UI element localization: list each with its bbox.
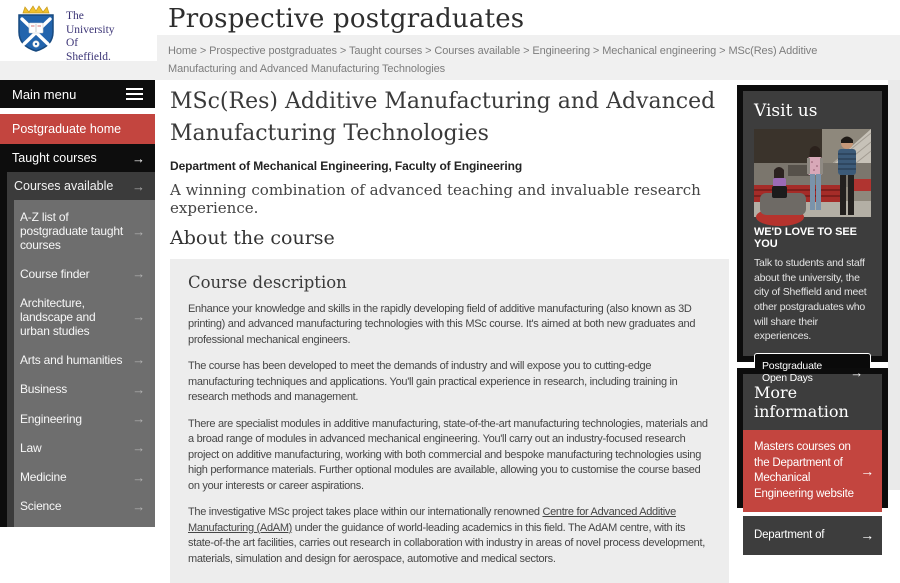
- sidebar-item-postgraduate-home[interactable]: [0, 114, 155, 144]
- page-header: [0, 0, 900, 80]
- university-logo-text: The University Of Sheffield.: [66, 10, 115, 63]
- sidebar-item[interactable]: [14, 345, 155, 374]
- arrow-right-icon: →: [132, 309, 145, 325]
- university-logo[interactable]: [0, 0, 157, 61]
- button-label: Postgraduate Open Days: [762, 360, 823, 385]
- arrow-right-icon: →: [132, 266, 145, 282]
- visit-us-subheading: WE'D LOVE TO SEE YOU: [754, 226, 857, 250]
- sidebar-item-label: Architecture, landscape and urban studies: [20, 295, 96, 339]
- masters-courses-link[interactable]: [743, 430, 882, 512]
- breadcrumb[interactable]: Home > Prospective postgraduates > Taught courses > Courses available > Engineering > Mechanical engineering > MSc(Res) Additive Manufacturing and Advanced Manufacturing Technologies: [168, 45, 818, 75]
- arrow-right-icon: →: [860, 527, 874, 544]
- sidebar-item[interactable]: [14, 289, 155, 345]
- arrow-right-icon: →: [132, 352, 145, 368]
- sidebar-item-label: Business: [20, 382, 68, 397]
- sidebar-item-label: Science: [20, 499, 62, 514]
- hamburger-icon: [126, 85, 143, 103]
- course-standfirst: A winning combination of advanced teaching and invaluable research experience.: [170, 180, 701, 217]
- sidebar-item-label: Arts and humanities: [20, 352, 123, 367]
- right-rail: [737, 85, 888, 544]
- department-link[interactable]: [743, 516, 882, 555]
- university-crest-icon: [13, 4, 59, 54]
- sidebar-item-label: Course finder: [20, 267, 90, 282]
- arrow-right-icon: →: [860, 462, 874, 479]
- description-paragraph: The course has been developed to meet the demands of industry and will expose you to cutting-edge manufacturing techniques and applications. You'll gain practical experience in research, including training in research methods and management.: [188, 360, 678, 404]
- main-menu-toggle[interactable]: [0, 80, 155, 108]
- sidebar-item[interactable]: [14, 433, 155, 462]
- department-line: Department of Mechanical Engineering, Faculty of Engineering: [170, 158, 523, 173]
- about-heading: About the course: [170, 226, 335, 249]
- sidebar-item-taught-courses[interactable]: [0, 144, 155, 172]
- sidebar-item[interactable]: [14, 404, 155, 433]
- description-paragraph: [188, 505, 711, 567]
- page-title: Prospective postgraduates: [168, 4, 525, 34]
- arrow-right-icon: →: [132, 150, 145, 166]
- adam-centre-link[interactable]: Centre for Advanced Additive Manufacturing (AdAM): [188, 506, 676, 534]
- arrow-right-icon: →: [132, 381, 145, 397]
- paragraph-text: under the guidance of world-leading academics in this field. The AdAM centre, with its state-of-the art facilities, carries out research in collaboration with industry in areas of novel process development, materials, simulation and design for aerospace, automotive and medical sectors.: [188, 521, 706, 565]
- students-photo: [754, 129, 871, 217]
- visit-us-text: Talk to students and staff about the university, the city of Sheffield and meet other postgraduates who will share their experiences.: [754, 257, 867, 343]
- sidebar-item[interactable]: [14, 463, 155, 492]
- visit-us-heading: Visit us: [754, 101, 818, 121]
- course-description-box: [170, 259, 729, 583]
- sidebar-item-label: A-Z list of postgraduate taught courses: [20, 210, 123, 253]
- course-description-heading: Course description: [188, 272, 347, 292]
- arrow-right-icon: →: [132, 440, 145, 456]
- sidebar-subject-list: [14, 200, 155, 527]
- link-label: Department of: [754, 528, 825, 541]
- arrow-right-icon: →: [132, 410, 145, 426]
- sidebar-item-courses-available[interactable]: [7, 172, 155, 200]
- arrow-right-icon: →: [132, 178, 145, 194]
- visit-us-panel: [737, 85, 888, 385]
- main-content: [170, 86, 729, 583]
- paragraph-text: The investigative MSc project takes place within our internationally renowned: [188, 506, 543, 519]
- sidebar-item[interactable]: [14, 492, 155, 521]
- left-navigation: [0, 80, 155, 527]
- sidebar-item-label: Postgraduate home: [12, 122, 122, 136]
- arrow-right-icon: →: [132, 498, 145, 514]
- description-paragraph: There are specialist modules in additive manufacturing, state-of-the-art manufacturing technologies, materials and a broad range of modules in advanced mechanical engineering. You'll carry out an industry-focused research project on additive manufacturing, working with both commercial and bespoke manufacturing technologies using high performance materials. Further optional modules are available, allowing you to customise the course based on your interests or career aspirations.: [188, 417, 708, 492]
- sidebar-item-label: Engineering: [20, 411, 82, 426]
- page-background-edge: [888, 80, 900, 490]
- sidebar-item-label: Law: [20, 440, 42, 455]
- sidebar-item-label: Courses available: [14, 179, 114, 193]
- arrow-right-icon: →: [132, 469, 145, 485]
- sidebar-item-label: Medicine: [20, 470, 67, 485]
- sidebar-item[interactable]: [14, 375, 155, 404]
- arrow-right-icon: →: [850, 364, 863, 380]
- main-menu-label: Main menu: [12, 86, 77, 102]
- arrow-right-icon: →: [132, 223, 145, 239]
- more-information-panel: [737, 368, 888, 544]
- more-information-heading: More information: [754, 383, 849, 421]
- sidebar-item[interactable]: [14, 203, 155, 259]
- sidebar-item-label: Taught courses: [12, 151, 97, 165]
- course-title: MSc(Res) Additive Manufacturing and Advanced Manufacturing Technologies: [170, 89, 716, 146]
- sidebar-item[interactable]: [14, 259, 155, 288]
- link-label: Masters courses on the Department of Mechanical Engineering website: [754, 441, 854, 500]
- description-paragraph: Enhance your knowledge and skills in the rapidly developing field of additive manufacturing (also known as 3D printing) and advanced manufacturing technologies with this MSc course. It's aimed at both new graduates and professional mechanical engineers.: [188, 302, 696, 346]
